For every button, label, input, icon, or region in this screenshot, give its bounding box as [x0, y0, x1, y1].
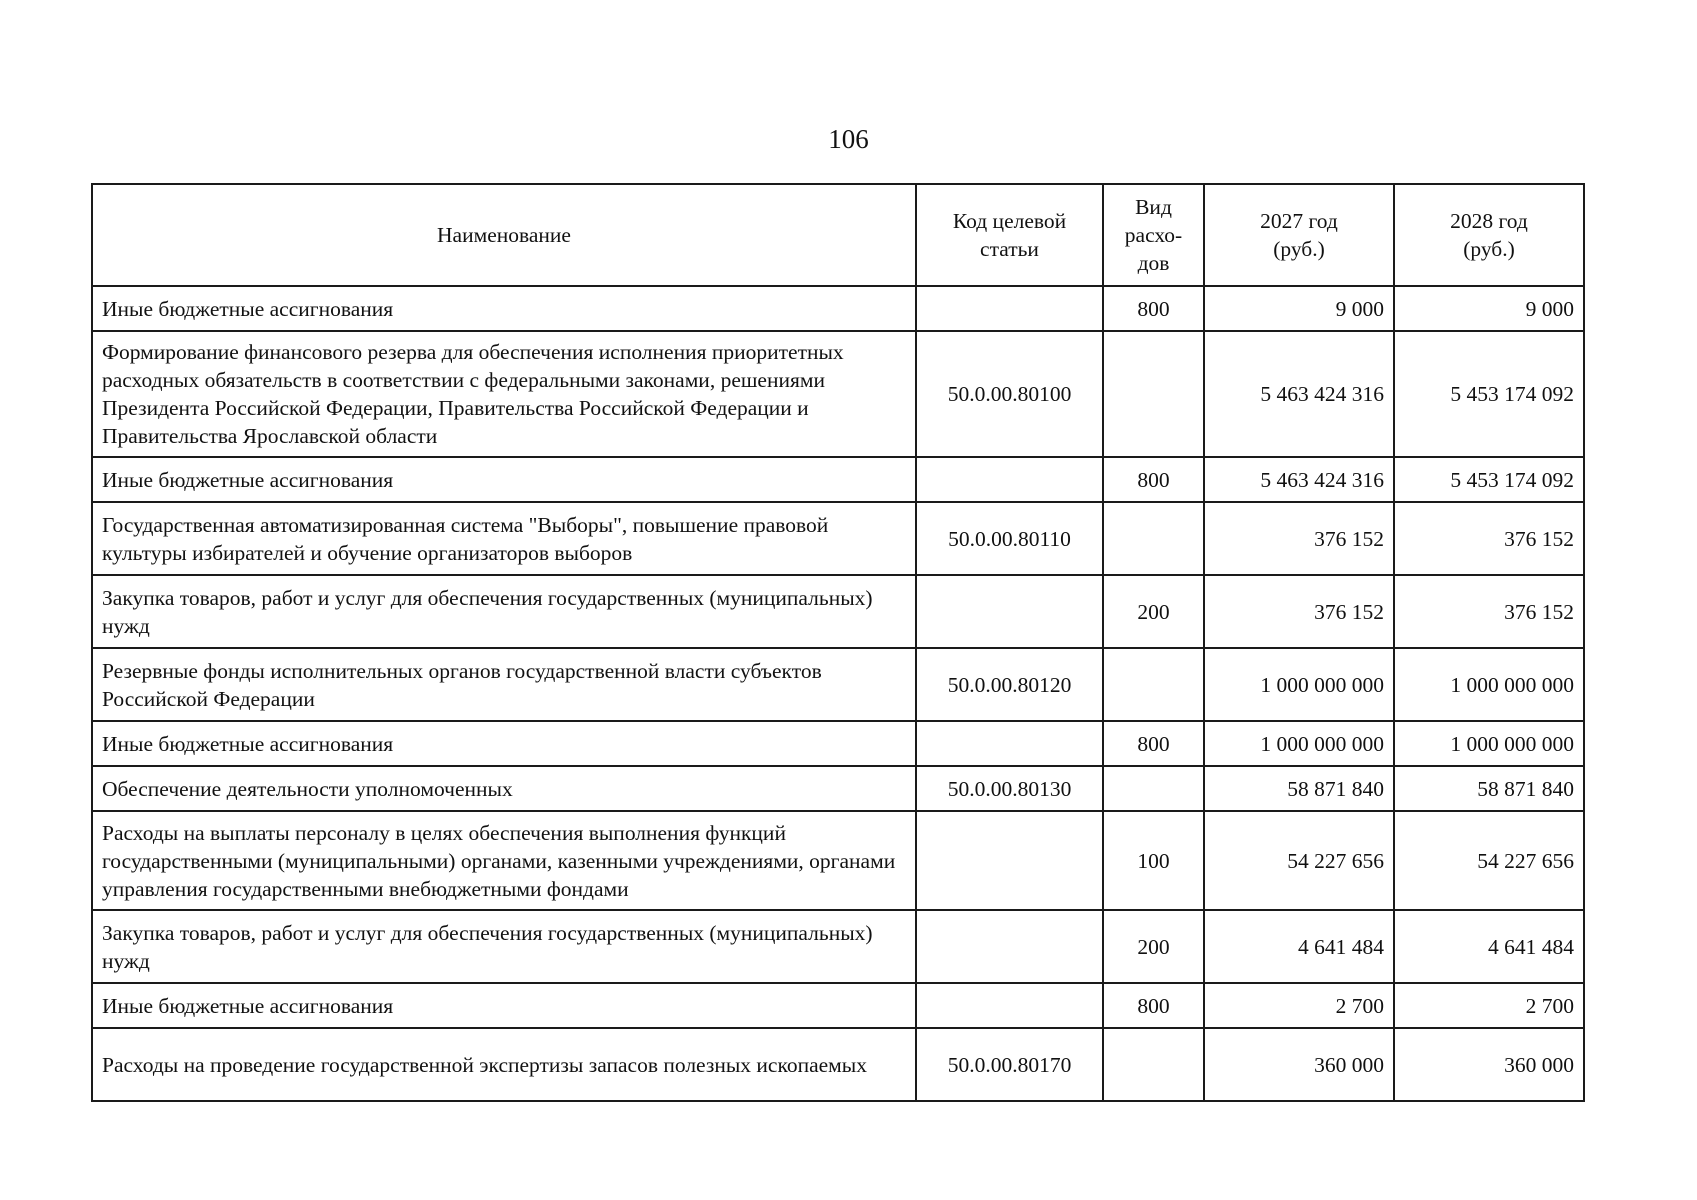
- row-code: [916, 983, 1103, 1028]
- row-amount-2027: 360 000: [1204, 1028, 1394, 1101]
- row-code: [916, 457, 1103, 502]
- row-name: Резервные фонды исполнительных органов государственной власти субъектов Российской Федерации: [92, 648, 916, 721]
- budget-table: [91, 183, 1585, 1102]
- header-type: [1103, 184, 1204, 286]
- table-row: [92, 575, 1584, 648]
- row-amount-2028: 5 453 174 092: [1394, 457, 1584, 502]
- table-row: [92, 648, 1584, 721]
- row-type: 800: [1103, 983, 1204, 1028]
- row-code: 50.0.00.80120: [916, 648, 1103, 721]
- header-type-line-1: Вид: [1135, 195, 1172, 219]
- row-amount-2028: 1 000 000 000: [1394, 721, 1584, 766]
- table-row: [92, 1028, 1584, 1101]
- table-row: [92, 983, 1584, 1028]
- row-code: 50.0.00.80100: [916, 331, 1103, 457]
- header-2028: [1394, 184, 1584, 286]
- row-type: [1103, 1028, 1204, 1101]
- row-name: Государственная автоматизированная система "Выборы", повышение правовой культуры избирателей и обучение организаторов выборов: [92, 502, 916, 575]
- row-amount-2028: 376 152: [1394, 502, 1584, 575]
- table-row: [92, 811, 1584, 910]
- row-name: Иные бюджетные ассигнования: [92, 721, 916, 766]
- row-code: 50.0.00.80170: [916, 1028, 1103, 1101]
- header-type-line-3: дов: [1137, 251, 1170, 275]
- table-row: [92, 766, 1584, 811]
- row-type: [1103, 502, 1204, 575]
- row-name: Расходы на выплаты персоналу в целях обеспечения выполнения функций государственными (муниципальными) органами, казенными учреждениями, органами управления государственными внебюджетными фондами: [92, 811, 916, 910]
- row-amount-2028: 58 871 840: [1394, 766, 1584, 811]
- row-amount-2028: 54 227 656: [1394, 811, 1584, 910]
- row-type: 800: [1103, 721, 1204, 766]
- row-type: [1103, 648, 1204, 721]
- row-code: [916, 721, 1103, 766]
- header-2028-line-2: (руб.): [1463, 237, 1515, 261]
- header-code-line-2: статьи: [980, 237, 1039, 261]
- row-amount-2027: 376 152: [1204, 575, 1394, 648]
- row-code: [916, 811, 1103, 910]
- row-type: [1103, 331, 1204, 457]
- row-amount-2027: 1 000 000 000: [1204, 721, 1394, 766]
- row-name: Иные бюджетные ассигнования: [92, 983, 916, 1028]
- row-amount-2027: 58 871 840: [1204, 766, 1394, 811]
- row-type: 800: [1103, 286, 1204, 331]
- header-2028-line-1: 2028 год: [1450, 209, 1528, 233]
- table-row: [92, 331, 1584, 457]
- header-2027: [1204, 184, 1394, 286]
- row-amount-2028: 2 700: [1394, 983, 1584, 1028]
- table-row: [92, 721, 1584, 766]
- row-amount-2027: 1 000 000 000: [1204, 648, 1394, 721]
- table-row: [92, 457, 1584, 502]
- row-amount-2028: 5 453 174 092: [1394, 331, 1584, 457]
- row-amount-2027: 54 227 656: [1204, 811, 1394, 910]
- header-code: [916, 184, 1103, 286]
- header-2027-line-2: (руб.): [1273, 237, 1325, 261]
- row-type: 200: [1103, 575, 1204, 648]
- row-amount-2028: 4 641 484: [1394, 910, 1584, 983]
- row-type: [1103, 766, 1204, 811]
- row-name: Расходы на проведение государственной экспертизы запасов полезных ископаемых: [92, 1028, 916, 1101]
- row-amount-2027: 5 463 424 316: [1204, 331, 1394, 457]
- table-header-row: [92, 184, 1584, 286]
- row-name: Иные бюджетные ассигнования: [92, 286, 916, 331]
- header-name: Наименование: [92, 184, 916, 286]
- row-amount-2028: 376 152: [1394, 575, 1584, 648]
- row-name: Иные бюджетные ассигнования: [92, 457, 916, 502]
- row-code: [916, 910, 1103, 983]
- row-name: Обеспечение деятельности уполномоченных: [92, 766, 916, 811]
- page-number: 106: [828, 124, 869, 154]
- row-type: 200: [1103, 910, 1204, 983]
- row-amount-2027: 376 152: [1204, 502, 1394, 575]
- row-type: 100: [1103, 811, 1204, 910]
- row-code: 50.0.00.80130: [916, 766, 1103, 811]
- row-code: 50.0.00.80110: [916, 502, 1103, 575]
- row-name: Закупка товаров, работ и услуг для обеспечения государственных (муниципальных) нужд: [92, 910, 916, 983]
- row-name: Формирование финансового резерва для обеспечения исполнения приоритетных расходных обязательств в соответствии с федеральными законами, решениями Президента Российской Федерации, Правительства Российской Федерации и Правительства Ярославской области: [92, 331, 916, 457]
- row-name: Закупка товаров, работ и услуг для обеспечения государственных (муниципальных) нужд: [92, 575, 916, 648]
- row-amount-2027: 2 700: [1204, 983, 1394, 1028]
- row-code: [916, 575, 1103, 648]
- table-row: [92, 910, 1584, 983]
- header-2027-line-1: 2027 год: [1260, 209, 1338, 233]
- row-amount-2027: 9 000: [1204, 286, 1394, 331]
- header-type-line-2: расхо-: [1124, 223, 1183, 247]
- row-amount-2028: 1 000 000 000: [1394, 648, 1584, 721]
- row-amount-2028: 9 000: [1394, 286, 1584, 331]
- row-amount-2027: 4 641 484: [1204, 910, 1394, 983]
- header-code-line-1: Код целевой: [952, 209, 1067, 233]
- row-amount-2027: 5 463 424 316: [1204, 457, 1394, 502]
- table-row: [92, 286, 1584, 331]
- row-type: 800: [1103, 457, 1204, 502]
- table-row: [92, 502, 1584, 575]
- row-code: [916, 286, 1103, 331]
- row-amount-2028: 360 000: [1394, 1028, 1584, 1101]
